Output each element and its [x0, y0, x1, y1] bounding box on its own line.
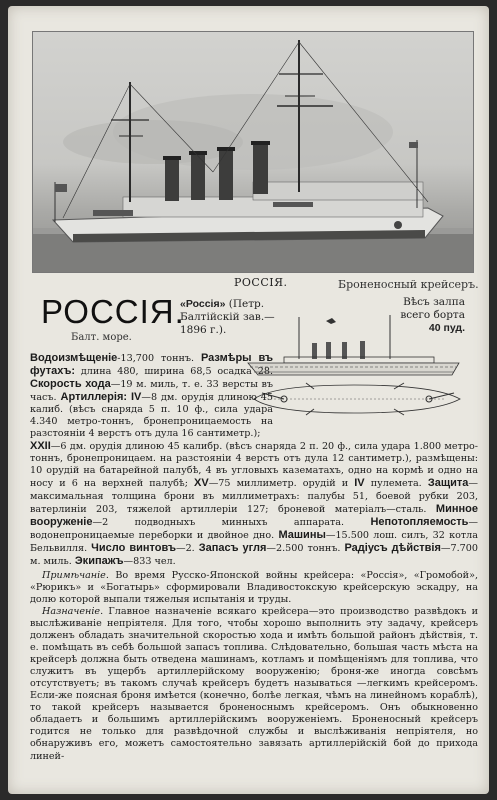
spec-key: IV	[354, 477, 365, 490]
note-paragraph	[30, 570, 478, 606]
spec-value: —максимальная толщина брони въ миллиметрахъ: палубы 51, боевой рубки 203, ватерлиніи 203, тяжелой артиллеріи 127; броневой матеріалъ—сталь.	[30, 478, 478, 515]
spec-value: длина 480, ширина 68,5 осадка 28.	[75, 366, 273, 378]
page-title: РОССІЯ.	[41, 293, 185, 330]
spec-value: —2.500 тоннъ.	[266, 542, 341, 554]
note-text: Во время Русско-Японской войны крейсера: «Россія», «Громобой», «Рюрикъ» и «Богатырь» сформировали Владивостокскую крейсерскую эскадру, на долю которой выпали тяжелыя испытанія и труды.	[30, 569, 478, 605]
spec-value: —водонепроницаемые переборки и двойное дно.	[30, 516, 478, 541]
spec-value: —75 миллиметр. орудій и	[208, 478, 349, 490]
note-label: Примѣчаніе.	[42, 569, 109, 581]
spec-value: -13,700 тоннъ.	[117, 353, 195, 364]
notes-section	[30, 570, 478, 763]
purpose-text: Главное назначеніе всякаго крейсера—это производство развѣдокъ и выслѣживаніе непріятеля. Для того, чтобы хорошо выполнить эту задачу, крейсеръ долженъ обладать значительной скоростью хода и имѣть большой районъ дѣйствія, т. е. помѣщать въ себѣ большой запасъ топлива. Слѣдовательно, большая часть мѣста на крейсерѣ должна быть отведена машинамъ, котламъ и помѣщеніямъ для топлива, что служитъ въ ущербъ артиллерійскому вооруженію; броня-же иногда совсѣмъ отсутствуетъ; въ такомъ случаѣ крейсеръ будетъ называться —легкимъ крейсеромъ. Если-же поясная броня имѣется (конечно, болѣе легкая, чѣмъ на линейномъ кораблѣ), то такой крейсеръ называется броненоснымъ крейсеромъ. Онъ обыкновенно обладаетъ и большимъ артиллерійскимъ вооруженіемъ. Броненосный крейсеръ годится не только для развѣдочной службы и выслѣживанія непріятеля, но обнаруживъ его, можетъ самостоятельно завязать артиллерійскій бой до прихода линей-	[30, 605, 479, 762]
spec-key: XV	[194, 477, 209, 490]
spec-key: Запасъ угля	[198, 541, 267, 554]
spec-value: —2 подводныхъ минныхъ аппарата.	[92, 516, 345, 528]
spec-key: Непотопляемость	[370, 515, 469, 528]
specifications-text	[30, 352, 478, 763]
purpose-label: Назначеніе.	[42, 605, 104, 617]
salvo-label: Вѣсъ залпа всего борта	[400, 296, 465, 321]
ship-origin-details: (Петр. Балтійскій зав.— 1896 г.).	[180, 298, 275, 336]
postcard	[8, 6, 489, 794]
photo-caption-ship-type: Броненосный крейсеръ.	[338, 278, 479, 291]
spec-value: —7.700 м. миль.	[30, 542, 478, 567]
spec-key: Машины	[278, 528, 326, 541]
spec-key: Минное вооруженіе	[30, 502, 478, 528]
spec-value: —15.500 лош. силъ, 32 котла Бельвилля.	[30, 529, 478, 554]
spec-key: Размѣры въ футахъ:	[30, 352, 273, 378]
spec-value: —833 чел.	[123, 555, 176, 567]
cruiser-illustration	[33, 32, 473, 272]
ship-photograph	[32, 31, 474, 273]
fleet-label: Балт. море.	[71, 332, 132, 343]
spec-value: пулемета.	[364, 478, 422, 490]
spec-artillery	[30, 440, 478, 567]
spec-displacement	[30, 352, 273, 440]
spec-key: Радіусъ дѣйствія	[344, 541, 441, 554]
spec-key: Экипажъ	[74, 554, 124, 567]
spec-key: Число винтовъ	[91, 541, 176, 554]
purpose-paragraph	[30, 606, 478, 763]
photo-caption-ship-name: РОССІЯ.	[234, 276, 288, 289]
ship-origin-name: «Россія»	[180, 298, 226, 310]
spec-key: Скорость хода	[30, 378, 111, 391]
spec-value: —19 м. миль, т. е. 33 версты въ часъ.	[30, 379, 273, 404]
spec-value: —8 дм. орудія длиною 45 калиб. (вѣсъ снаряда 5 п. 10 ф., сила удара 4.340 метро-тоннъ, бронепроницаемость на разстояніи 4 верстъ отъ дула 16 сантиметр.);	[30, 392, 273, 440]
salvo-value: 40 пуд.	[428, 322, 465, 334]
spec-key: Водоизмѣщеніе	[30, 352, 118, 364]
spec-key: Артиллерія: IV	[60, 391, 142, 404]
spec-value: —6 дм. орудія длиною 45 калибр. (вѣсъ снаряда 2 п. 20 ф., сила удара 1.800 метро-тоннъ, бронепроницаем. на разстояніи 4 верстъ отъ дула 12 сантиметр.), размѣщены: 10 орудій на батарейной палубѣ, 4 въ угловыхъ казематахъ, одно на кормѣ и одно на носу и 6 на верхней палубѣ;	[30, 441, 478, 490]
spec-value: —2.	[175, 542, 195, 554]
spec-key: Защита	[427, 477, 469, 490]
spec-key: XXII	[30, 440, 51, 453]
